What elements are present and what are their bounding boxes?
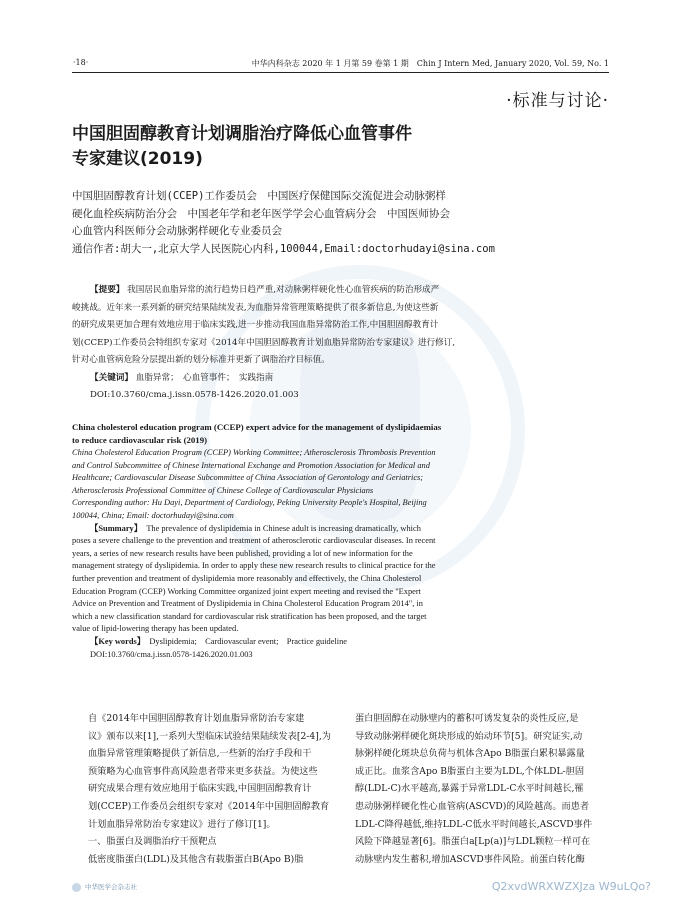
summary-line: management strategy of dyslipidemia. In order to apply these new research results to clinical practice for the [72,561,436,571]
abstract-line: 峻挑战。近年来一系列新的研究结果陆续发表,为血脂异常管理策略提供了很多新信息,为使这些新 [72,302,439,313]
summary-line: Education Program (CCEP) Working Committee organized joint expert meeting and revised the "Expert [72,586,421,596]
english-title-line: to reduce cardiovascular risk (2019) [72,435,208,445]
english-keywords: Dyslipidemia; Cardiovascular event; Practice guideline [149,636,348,646]
summary-line: poses a severe challenge to the prevention and treatment of atherosclerotic cardiovascular diseases. In recent [72,536,436,546]
keywords-label: 【关键词】 [90,372,133,383]
body-line: 成正比。血浆含Apo B脂蛋白主要为LDL,个体LDL-胆固 [355,765,585,777]
author-line: 心血管内科医师分会动脉粥样硬化专业委员会 [72,225,282,237]
body-line: 划(CCEP)工作委员会组织专家对《2014年中国胆固醇教育 [88,800,330,812]
body-line: 研究成果合理有效应地用于临床实践,中国胆固醇教育计 [88,783,312,795]
committee-line: and Control Subcommittee of Chinese International Exchange and Promotion Association for Medical and [72,460,430,470]
english-keywords-line [72,636,609,649]
author-line: 中国胆固醇教育计划(CCEP)工作委员会 中国医疗保健国际交流促进会动脉粥样 [72,190,446,202]
publisher-logo-icon [72,883,81,892]
body-line: 脉粥样硬化斑块总负荷与机体含Apo B脂蛋白累积暴露量 [355,748,585,760]
body-line: 计划血脂异常防治专家建议》进行了修订[1]。 [88,818,276,830]
keywords-line [72,370,609,388]
committee-line: China Cholesterol Education Program (CCEP) Working Committee; Atherosclerosis Thrombosis Prevention [72,448,436,457]
body-line: 预策略为心血管事件高风险患者带来更多获益。为使这些 [88,765,318,777]
body-column-right [355,710,611,868]
body-line: 自《2014年中国胆固醇教育计划血脂异常防治专家建 [88,713,305,724]
body-line: 低密度脂蛋白(LDL)及其他含有载脂蛋白B(Apo B)脂 [88,853,304,865]
publisher-name: 中华医学会杂志社 [85,883,137,891]
doi: DOI:10.3760/cma.j.issn.0578-1426.2020.01.003 [90,390,299,400]
section-label: ·标准与讨论· [506,91,609,111]
body-line: 蛋白胆固醇在动脉壁内的蓄积可诱发复杂的炎性反应,是 [355,713,579,724]
body-line: 风险下降越显著[6]。脂蛋白a[Lp(a)]与LDL颗粒一样可在 [355,836,591,848]
committee-line: 100044, China; Email: doctorhudayi@sina.com [72,510,234,520]
summary-line: 【Summary】 The prevalence of dyslipidemia in Chinese adult is increasing dramatically, which [90,523,421,533]
title-line: 中国胆固醇教育计划调脂治疗降低心血管事件 [72,124,412,144]
body-line: 动脉壁内发生蓄积,增加ASCVD事件风险。前蛋白转化酶 [355,853,585,865]
english-title-line: China cholesterol education program (CCEP) expert advice for the management of dyslipidaemias [72,422,442,432]
footer-watermark-code: Q2xvdWRXWZXJza W9uLQo? [491,880,651,893]
article-title [72,122,552,172]
header-rule [72,72,609,73]
committee-line: Atherosclerosis Professional Committee of Chinese College of Cardiovascular Physicians [72,485,374,495]
body-line: 血脂异常管理策略提供了新信息,一些新的治疗手段和干 [88,748,312,760]
body-column-left [88,710,344,868]
section-heading: 一、脂蛋白及调脂治疗干预靶点 [88,836,217,848]
summary-line: which a new classification standard for cardiovascular risk stratification has been proposed, and the target [72,611,427,621]
author-line: 硬化血栓疾病防治分会 中国老年学和老年医学学会心血管病分会 中国医师协会 [72,207,450,220]
abstract-chinese [72,282,609,405]
english-keywords-label: 【Key words】 [90,636,146,646]
abstract-line: 【提要】 我国居民血脂异常的流行趋势日趋严重,对动脉粥样硬化性心血管疾病的防治形成严 [90,285,440,295]
page-number: ·18· [73,58,89,67]
abstract-label: 【提要】 [90,285,125,295]
abstract-line: 划(CCEP)工作委员会特组织专家对《2014年中国胆固醇教育计划血脂异常防治专家建议》进行修订, [72,337,456,348]
journal-header: 中华内科杂志 2020 年 1 月第 59 卷第 1 期 Chin J Intern Med, January 2020, Vol. 59, No. 1 [251,59,609,68]
english-doi: DOI:10.3760/cma.j.issn.0578-1426.2020.01.003 [90,649,253,659]
summary-line: value of lipid-lowering therapy has been updated. [72,624,239,634]
body-line: 患动脉粥样硬化性心血管病(ASCVD)的风险越高。而患者 [355,800,590,812]
publisher-footer [72,882,137,892]
english-abstract [72,421,609,661]
body-line: 醇(LDL-C)水平越高,暴露于异常LDL-C水平时间越长,罹 [355,783,584,795]
title-line: 专家建议(2019) [72,149,203,169]
summary-line: years, a series of new research results have been published, providing a lot of new information for the [72,548,413,558]
body-line: 议》颁布以来[1],一系列大型临床试验结果陆续发表[2-4],为 [88,730,331,742]
body-line: LDL-C降得越低,维持LDL-C低水平时间越长,ASCVD事件 [355,818,593,830]
committee-line: Healthcare; Cardiovascular Disease Subcommittee of China Association of Gerontology and Geriatrics; [72,473,424,483]
body-line: 导致动脉粥样硬化斑块形成的始动环节[5]。研究证实,动 [355,730,583,742]
abstract-line: 的研究成果更加合理有效地应用于临床实践,进一步推动我国血脂异常防治工作,中国胆固醇教育计 [72,320,439,330]
abstract-line: 针对心血管病危险分层提出新的划分标准并更新了调脂治疗目标值。 [72,355,330,365]
summary-line: further prevention and treatment of dyslipidemia more reasonably and effectively, the China Cholesterol [72,573,422,583]
summary-label: 【Summary】 [90,523,143,533]
summary-line: Advice on Prevention and Treatment of Dyslipidemia in China Cholesterol Education Program 2014", in [72,599,423,609]
keywords: 血脂异常； 心血管事件； 实践指南 [135,372,274,383]
author-block [72,188,612,258]
corresponding-author: 通信作者:胡大一,北京大学人民医院心内科,100044,Email:doctorhudayi@sina.com [72,242,495,255]
committee-line: Corresponding author: Hu Dayi, Department of Cardiology, Peking University People's Hospital, Beijing [72,498,427,508]
